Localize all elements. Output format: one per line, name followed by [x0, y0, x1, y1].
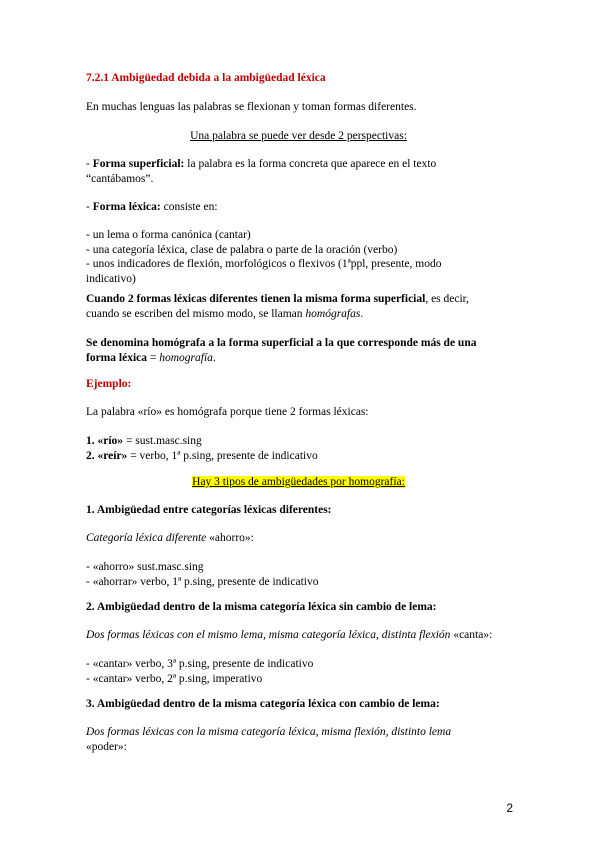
list-item: - un lema o forma canónica (cantar) — [86, 229, 251, 241]
homografas-term: homógrafas — [305, 307, 361, 320]
dash: - — [86, 201, 93, 213]
forma-superficial-example: “cantábamos”. — [86, 172, 154, 185]
forma-superficial-text: la palabra es la forma concreta que aparece en el texto — [184, 158, 437, 170]
list-item: - «ahorro» sust.masc.sing — [86, 561, 204, 573]
page-number: 2 — [506, 801, 513, 815]
list-item: - unos indicadores de flexión, morfológicos o flexivos (1ªppl, presente, modo — [86, 258, 442, 270]
homografia-term: homografía — [159, 351, 213, 364]
homografas-bold: Cuando 2 formas léxicas diferentes tienen la misma forma superficial — [86, 293, 426, 305]
list-item: indicativo) — [86, 272, 136, 285]
example-analysis: = sust.masc.sing — [123, 435, 202, 447]
tipo1-desc-italic: Categoría léxica diferente — [86, 532, 207, 544]
dash: - — [86, 158, 93, 170]
tipo2-list — [86, 657, 511, 686]
ejemplo-title: Ejemplo: — [86, 378, 132, 390]
section-title: 7.2.1 Ambigüedad debida a la ambigüedad léxica — [86, 72, 326, 84]
tipo3-desc-word: «poder»: — [86, 740, 127, 753]
tipo1-desc-word: «ahorro»: — [206, 532, 254, 544]
list-item — [86, 449, 511, 464]
list-item: - «cantar» verbo, 2ª p.sing, imperativo — [86, 672, 263, 685]
homografas-text: , es decir, — [425, 293, 469, 305]
tipo3-desc-italic: Dos formas léxicas con la misma categoría léxica, misma flexión, distinto lema — [86, 726, 452, 738]
homografas-paragraph — [86, 292, 511, 321]
equals: = — [147, 351, 160, 364]
tipo2-desc-italic: Dos formas léxicas con el mismo lema, misma categoría léxica, distinta flexión — [86, 629, 451, 641]
period: . — [360, 307, 364, 320]
tipos-heading — [86, 475, 511, 490]
tipo3-description — [86, 725, 511, 754]
tipo3-title: 3. Ambigüedad dentro de la misma categoría léxica con cambio de lema: — [86, 698, 440, 710]
forma-lexica-list — [86, 228, 511, 286]
forma-superficial-paragraph — [86, 157, 511, 186]
tipo2-title: 2. Ambigüedad dentro de la misma categoría léxica sin cambio de lema: — [86, 601, 437, 613]
tipo2-description — [86, 628, 511, 643]
homografas-text: cuando se escriben del mismo modo, se llaman — [86, 307, 306, 320]
tipo1-list — [86, 560, 511, 589]
ejemplo-text: La palabra «río» es homógrafa porque tiene 2 formas léxicas: — [86, 406, 369, 418]
forma-lexica-heading — [86, 200, 511, 215]
forma-superficial-label: Forma superficial: — [92, 158, 185, 170]
period: . — [212, 351, 216, 364]
example-analysis: = verbo, 1ª p.sing, presente de indicativo — [127, 449, 318, 462]
tipo1-title: 1. Ambigüedad entre categorías léxicas diferentes: — [86, 504, 332, 516]
tipos-title: Hay 3 tipos de ambigüedades por homografía: — [192, 476, 405, 488]
homografia-bold: forma léxica — [86, 351, 147, 364]
ejemplo-list — [86, 434, 511, 463]
forma-lexica-text: consiste en: — [160, 201, 218, 213]
list-item: - una categoría léxica, clase de palabra o parte de la oración (verbo) — [86, 243, 398, 256]
perspectives-heading — [86, 129, 511, 144]
homografia-definition — [86, 336, 511, 365]
tipo1-description — [86, 531, 511, 546]
homografia-bold: Se denomina homógrafa a la forma superficial a la que corresponde más de una — [86, 337, 477, 349]
example-word: 1. «río» — [86, 435, 124, 447]
perspectives-title: Una palabra se puede ver desde 2 perspectivas: — [190, 130, 407, 142]
intro-paragraph: En muchas lenguas las palabras se flexionan y toman formas diferentes. — [86, 101, 417, 113]
forma-lexica-label: Forma léxica: — [92, 201, 161, 213]
list-item: - «ahorrar» verbo, 1ª p.sing, presente de indicativo — [86, 575, 319, 588]
tipo2-desc-word: «canta»: — [450, 629, 493, 641]
list-item — [86, 434, 511, 449]
list-item: - «cantar» verbo, 3ª p.sing, presente de indicativo — [86, 658, 314, 670]
example-word: 2. «reír» — [86, 449, 128, 462]
